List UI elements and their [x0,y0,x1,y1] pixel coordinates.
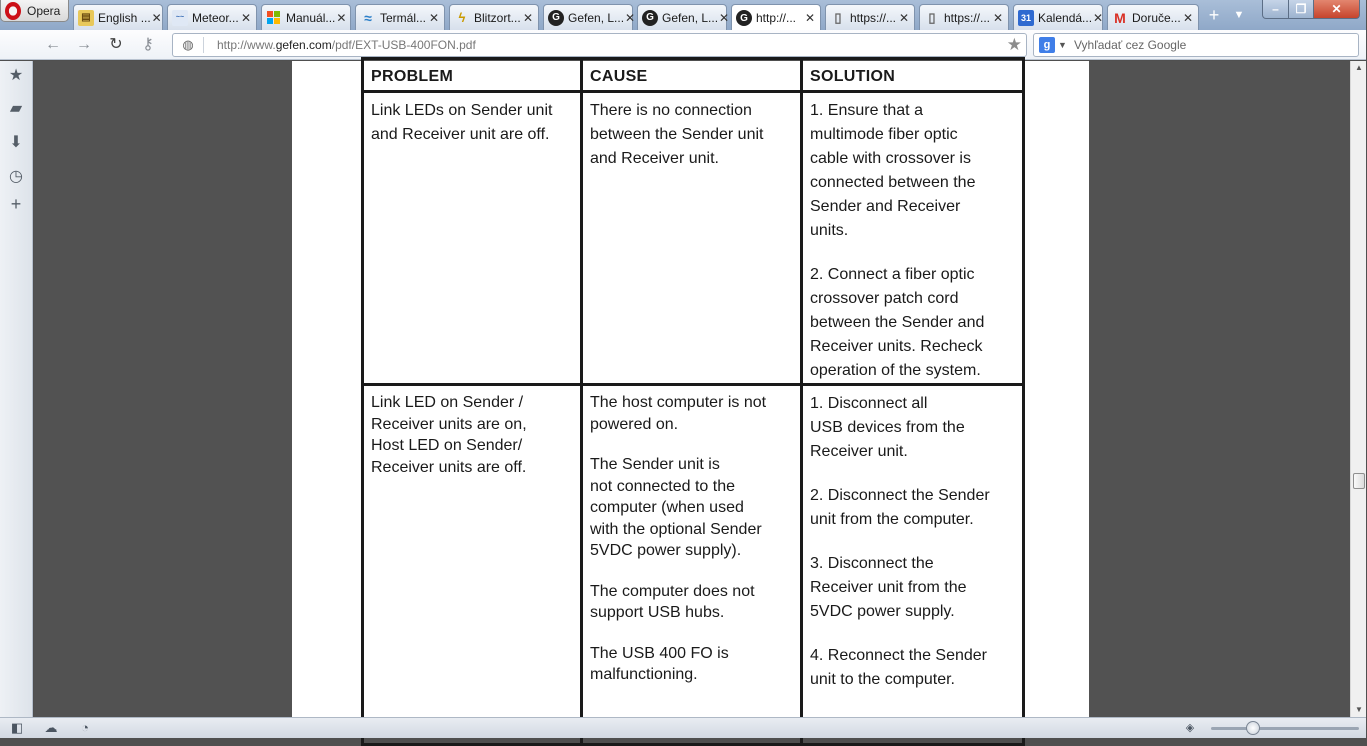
tab-label: English ... [98,10,151,25]
side-panel [0,61,33,717]
tab-gefen-1[interactable] [543,4,636,30]
close-tab-icon[interactable]: ✕ [1093,10,1104,25]
cause-text: The Sender unit is not connected to the computer (when used with the optional Sender 5VDC power supply). [590,456,762,559]
pdf-page [292,61,1089,717]
lightning-icon: ϟ [458,10,466,25]
view-adjust-icon[interactable]: ◈ [1185,722,1195,734]
close-tab-icon[interactable]: ✕ [428,10,440,25]
table-row [363,92,1024,385]
wave-icon: ≈ [364,9,372,26]
panel-toggle-icon[interactable]: ◧ [10,720,24,735]
tab-label: https://... [850,10,897,25]
scrollbar-thumb[interactable] [1353,473,1365,489]
url-text[interactable] [217,38,476,52]
solution-step: 1. Disconnect all USB devices from the Receiver unit. [810,395,965,460]
tab-label: Meteor... [192,10,239,25]
cause-text: The USB 400 FO is malfunctioning. [590,644,729,683]
header-solution: SOLUTION [802,59,1024,92]
url-prefix: http://www. [217,38,276,52]
tab-gmail[interactable] [1107,4,1199,30]
tab-https-1[interactable] [825,4,915,30]
tab-active-pdf[interactable] [731,4,821,31]
forward-arrow-icon[interactable]: → [76,36,92,53]
solution-cell [802,92,1024,385]
notebook-icon: ▤ [78,10,94,26]
maximize-icon[interactable]: ❐ [1288,0,1314,19]
page-icon: ▯ [834,9,842,25]
close-tab-icon[interactable]: ✕ [625,10,636,25]
header-cause: CAUSE [582,59,802,92]
tab-termal[interactable] [355,4,445,30]
tab-calendar[interactable] [1013,4,1103,30]
cause-text: The host computer is not powered on. [590,394,767,433]
tab-label: Gefen, L... [662,10,719,25]
add-panel-icon[interactable]: + [10,194,22,214]
opera-unite-cloud-icon[interactable]: ☁ [44,720,58,735]
cause-text: The computer does not support USB hubs. [590,582,755,621]
table-header-row [363,59,1024,92]
key-icon[interactable]: ⚷ [142,36,154,53]
solution-step: 3. Disconnect the Receiver unit from the 5VDC power supply. [810,555,967,620]
tab-manual[interactable] [261,4,351,30]
close-tab-icon[interactable]: ✕ [240,10,252,25]
scroll-down-icon[interactable]: ▼ [1355,705,1363,714]
bookmark-star-icon[interactable]: ★ [1006,35,1022,54]
vertical-scrollbar[interactable] [1350,61,1366,717]
problem-cell [363,92,582,385]
address-separator [203,37,204,53]
back-arrow-icon[interactable]: ← [45,36,61,53]
close-tab-icon[interactable]: ✕ [992,10,1004,25]
zoom-slider-track[interactable] [1211,727,1359,730]
tab-label: Doruče... [1132,10,1181,25]
tab-label: Manuál... [286,10,336,25]
problem-cell [363,385,582,745]
tab-english[interactable] [73,4,163,30]
close-tab-icon[interactable]: ✕ [522,10,534,25]
search-input[interactable] [1074,36,1354,54]
gmail-icon: M [1114,9,1126,26]
close-tab-icon[interactable]: ✕ [719,10,730,25]
pdf-viewport[interactable] [34,61,1350,717]
opera-menu-label: Opera [27,3,61,18]
bookmarks-star-icon[interactable]: ★ [8,67,24,84]
chevron-down-icon[interactable]: ▼ [1058,40,1067,50]
google-icon[interactable]: g [1039,37,1055,53]
tab-label: Kalendá... [1038,10,1093,25]
windows-logo-icon [266,10,282,26]
reload-icon[interactable]: ↻ [109,36,123,53]
close-tab-icon[interactable]: ✕ [151,10,162,25]
calendar-icon: 31 [1018,10,1034,26]
history-clock-icon[interactable]: ◷ [9,168,23,185]
globe-icon[interactable]: ◍ [182,37,194,52]
gefen-logo-icon: G [642,10,658,26]
tab-https-2[interactable] [919,4,1009,30]
header-problem: PROBLEM [363,59,582,92]
solution-step: 1. Ensure that a multimode fiber optic cable with crossover is connected between the Sender and Receiver units. [810,102,976,239]
close-tab-icon[interactable]: ✕ [1182,10,1194,25]
solution-step: 4. Reconnect the Sender unit to the computer. [810,647,988,688]
cause-text: There is no connection between the Sender unit and Receiver unit. [590,102,764,167]
tab-label: https://... [944,10,991,25]
navigation-toolbar [0,30,1366,60]
gefen-logo-icon: G [736,10,752,26]
new-tab-icon[interactable]: + [1208,5,1220,25]
close-tab-icon[interactable]: ✕ [336,10,347,25]
search-box[interactable] [1033,33,1359,57]
cause-cell [582,385,802,745]
downloads-icon[interactable]: ⬇ [9,134,23,151]
close-tab-icon[interactable]: ✕ [804,11,816,25]
problem-text: Link LED on Sender / Receiver units are on, Host LED on Sender/ Receiver units are off. [371,394,527,476]
weather-site-icon: ~~ [172,10,188,26]
tab-gefen-2[interactable] [637,4,730,30]
opera-logo-icon [5,2,21,20]
cause-cell [582,92,802,385]
close-tab-icon[interactable]: ✕ [898,10,910,25]
notes-icon[interactable]: ▰ [9,100,23,117]
gefen-logo-icon: G [548,10,564,26]
url-path: /pdf/EXT-USB-400FON.pdf [331,38,476,52]
tab-blitzortung[interactable] [449,4,539,30]
tab-menu-chevron-icon[interactable]: ▼ [1233,9,1245,21]
status-bar [0,717,1366,738]
tab-label: Blitzort... [474,10,521,25]
opera-menu-button[interactable] [0,0,69,22]
url-domain: gefen.com [275,38,332,52]
zoom-slider-thumb[interactable] [1246,721,1260,735]
solution-step: 2. Connect a fiber optic crossover patch cord between the Sender and Receiver units. Recheck operation of the system. [810,266,985,379]
page-icon: ▯ [928,9,936,25]
tab-strip [0,0,1366,30]
close-window-icon[interactable]: ✕ [1313,0,1360,19]
solution-cell [802,385,1024,745]
minimize-icon[interactable]: – [1262,0,1289,19]
tab-label: http://... [756,11,797,25]
table-row [363,385,1024,745]
address-field[interactable] [172,33,1027,57]
troubleshooting-table [361,57,1025,746]
solution-step: 2. Disconnect the Sender unit from the computer. [810,487,990,528]
speed-dial-gauge-icon[interactable]: ◔ [81,720,89,735]
tab-label: Gefen, L... [568,10,625,25]
scroll-up-icon[interactable]: ▲ [1355,63,1363,72]
tab-label: Termál... [380,10,427,25]
problem-text: Link LEDs on Sender unit and Receiver unit are off. [371,102,553,143]
tab-meteor[interactable] [167,4,257,30]
